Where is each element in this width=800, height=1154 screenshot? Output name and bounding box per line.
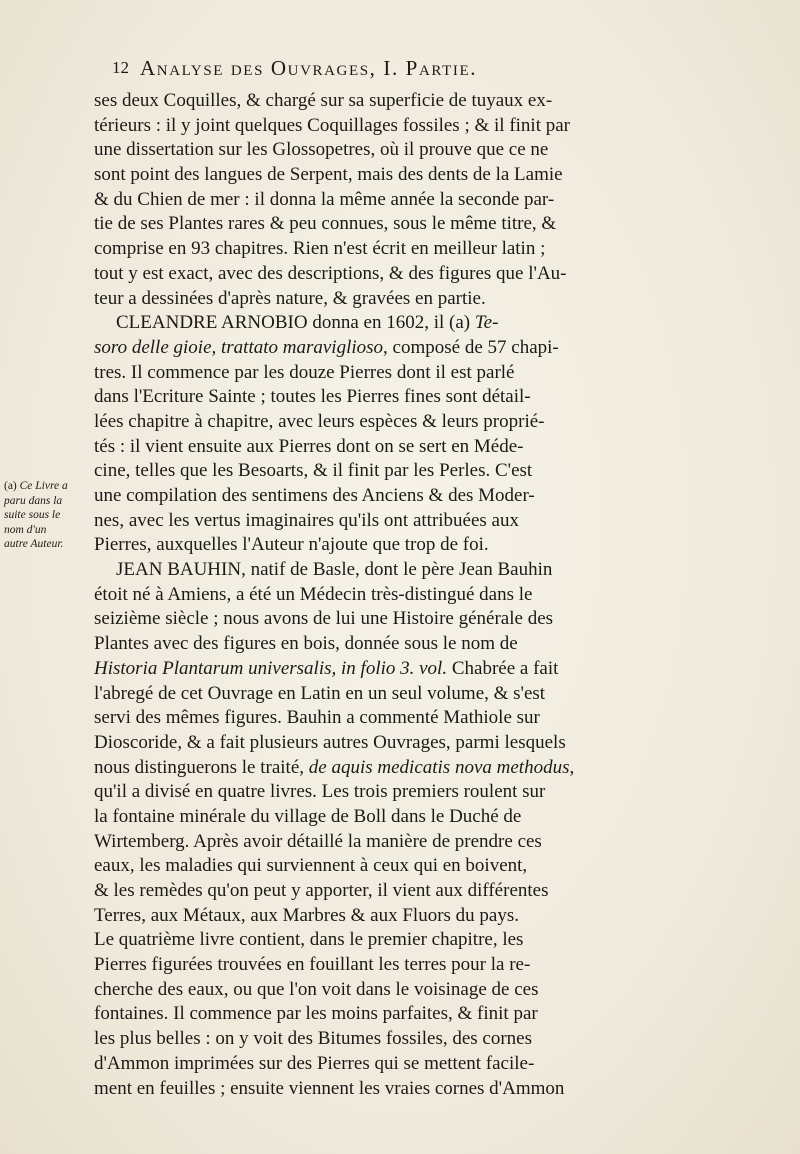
text-line xyxy=(74,361,764,386)
line-text: les plus belles : on y voit des Bitumes fossiles, des cornes xyxy=(94,1028,533,1050)
line-text: l'abregé de cet Ouvrage en Latin en un seul volume, & s'est xyxy=(94,682,546,704)
line-text: CLEANDRE ARNOBIO donna en 1602, il (a) xyxy=(116,312,475,334)
line-text: la fontaine minérale du village de Boll dans le Duché de xyxy=(94,805,522,827)
italic-text: Historia Plantarum universalis, in folio 3. vol. xyxy=(94,657,448,679)
line-text: & les remèdes qu'on peut y apporter, il vient aux différentes xyxy=(94,880,549,901)
line-text: d'Ammon imprimées sur des Pierres qui se mettent facile- xyxy=(94,1052,535,1074)
line-text: , xyxy=(569,756,575,778)
margin-note-text: Ce Livre a paru dans la suite sous le nom d'un autre Auteur. xyxy=(4,480,68,550)
text-line xyxy=(74,311,764,336)
italic-text: soro delle gioie, trattato maraviglioso xyxy=(94,336,384,358)
text-line xyxy=(74,1027,764,1052)
line-text: Terres, aux Métaux, aux Marbres & aux Fluors du pays. xyxy=(94,904,520,926)
line-text: Plantes avec des figures en bois, donnée sous le nom de xyxy=(94,633,518,655)
line-text: nous distinguerons le traité, xyxy=(94,756,309,778)
text-line xyxy=(74,1077,764,1102)
line-text: cine, telles que les Besoarts, & il finit par les Perles. C'est xyxy=(94,460,533,482)
line-text: Pierres, auxquelles l'Auteur n'ajoute que trop de foi. xyxy=(94,534,489,556)
line-text: comprise en 93 chapitres. Rien n'est écrit en meilleur latin ; xyxy=(94,238,546,260)
line-text: servi des mêmes figures. Bauhin a commenté Mathiole sur xyxy=(94,707,540,729)
text-line xyxy=(74,953,764,978)
text-line xyxy=(74,632,764,657)
page-header xyxy=(112,56,752,84)
text-line xyxy=(74,138,764,163)
text-line xyxy=(74,1052,764,1077)
margin-note xyxy=(4,479,68,552)
text-line xyxy=(74,188,764,213)
line-text: teur a dessinées d'après nature, & gravées en partie. xyxy=(94,287,486,309)
text-line xyxy=(74,928,764,953)
text-line xyxy=(74,854,764,879)
text-line xyxy=(74,830,764,855)
line-text: fontaines. Il commence par les moins parfaites, & finit par xyxy=(94,1003,538,1025)
text-line xyxy=(74,385,764,410)
line-text: Wirtemberg. Après avoir détaillé la manière de prendre ces xyxy=(94,830,542,852)
text-line xyxy=(74,509,764,534)
text-line xyxy=(74,756,764,781)
italic-text: Te- xyxy=(474,312,499,334)
line-text: , composé de 57 chapi- xyxy=(383,336,559,358)
body-text xyxy=(74,89,764,1101)
line-text: nes, avec les vertus imaginaires qu'ils ont attribuées aux xyxy=(94,509,519,531)
text-line xyxy=(74,459,764,484)
text-line xyxy=(74,682,764,707)
text-line xyxy=(74,583,764,608)
line-text: dans l'Ecriture Sainte ; toutes les Pierres fines sont détail- xyxy=(94,386,531,408)
text-line xyxy=(74,163,764,188)
text-line xyxy=(74,484,764,509)
line-text: sont point des langues de Serpent, mais des dents de la Lamie xyxy=(94,164,563,186)
text-line xyxy=(74,212,764,237)
text-line xyxy=(74,287,764,312)
line-text: eaux, les maladies qui surviennent à ceux qui en boivent, xyxy=(94,855,528,877)
text-line xyxy=(74,657,764,682)
text-line xyxy=(74,237,764,262)
running-title: Analyse des Ouvrages, I. Partie. xyxy=(140,56,478,80)
line-text: tres. Il commence par les douze Pierres dont il est parlé xyxy=(94,361,515,383)
text-line xyxy=(74,805,764,830)
text-line xyxy=(74,336,764,361)
line-text: cherche des eaux, ou que l'on voit dans le voisinage de ces xyxy=(94,978,539,1000)
line-text: térieurs : il y joint quelques Coquillages fossiles ; & il finit par xyxy=(94,114,570,136)
text-line xyxy=(74,706,764,731)
text-line xyxy=(74,114,764,139)
line-text: une compilation des sentimens des Anciens & des Moder- xyxy=(94,485,535,506)
text-line xyxy=(74,879,764,904)
text-line xyxy=(74,558,764,583)
text-line xyxy=(74,978,764,1003)
text-line xyxy=(74,607,764,632)
line-text: une dissertation sur les Glossopetres, où il prouve que ce ne xyxy=(94,139,549,161)
line-text: lées chapitre à chapitre, avec leurs espèces & leurs proprié- xyxy=(94,410,545,432)
line-text: tés : il vient ensuite aux Pierres dont on se sert en Méde- xyxy=(94,435,524,457)
line-text: Le quatrième livre contient, dans le premier chapitre, les xyxy=(94,929,524,951)
text-line xyxy=(74,731,764,756)
line-text: tie de ses Plantes rares & peu connues, sous le même titre, & xyxy=(94,213,557,235)
text-line xyxy=(74,89,764,114)
line-text: ment en feuilles ; ensuite viennent les vraies cornes d'Ammon xyxy=(94,1077,565,1099)
italic-text: de aquis medicatis nova methodus xyxy=(308,756,570,778)
text-line xyxy=(74,1002,764,1027)
line-text: & du Chien de mer : il donna la même année la seconde par- xyxy=(94,188,555,210)
line-text: Chabrée a fait xyxy=(447,657,559,679)
text-line xyxy=(74,904,764,929)
text-line xyxy=(74,780,764,805)
line-text: JEAN BAUHIN, natif de Basle, dont le père Jean Bauhin xyxy=(116,559,553,581)
line-text: ses deux Coquilles, & chargé sur sa superficie de tuyaux ex- xyxy=(94,90,553,111)
text-line xyxy=(74,410,764,435)
line-text: seizième siècle ; nous avons de lui une Histoire générale des xyxy=(94,608,554,630)
line-text: Pierres figurées trouvées en fouillant les terres pour la re- xyxy=(94,954,531,976)
line-text: Dioscoride, & a fait plusieurs autres Ouvrages, parmi lesquels xyxy=(94,731,566,753)
text-line xyxy=(74,533,764,558)
line-text: qu'il a divisé en quatre livres. Les trois premiers roulent sur xyxy=(94,781,546,803)
line-text: étoit né à Amiens, a été un Médecin très-distingué dans le xyxy=(94,583,533,605)
page-number: 12 xyxy=(112,58,129,77)
line-text: tout y est exact, avec des descriptions, & des figures que l'Au- xyxy=(94,262,567,284)
text-line xyxy=(74,435,764,460)
margin-note-mark: (a) xyxy=(4,480,17,492)
text-line xyxy=(74,262,764,287)
